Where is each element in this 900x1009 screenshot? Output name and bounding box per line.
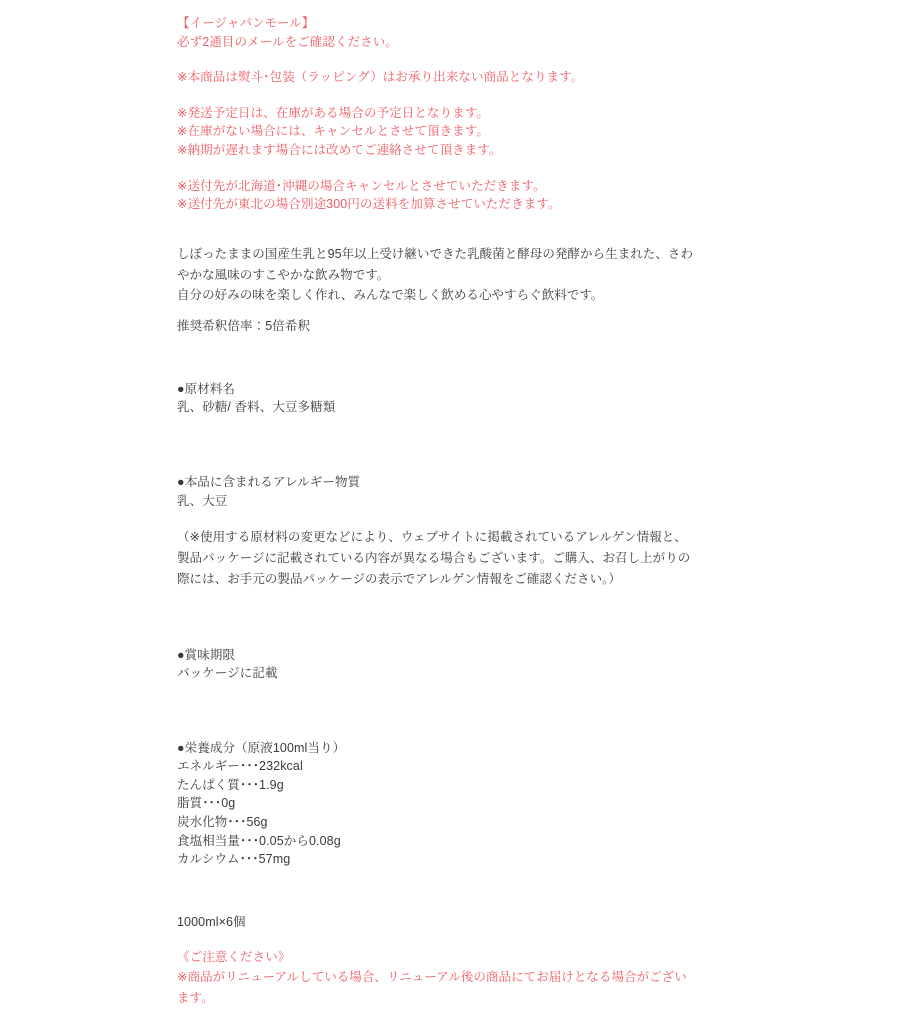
nutrition-row-fat: 脂質･･･0g	[177, 796, 236, 811]
ingredients-heading: ●原材料名	[177, 381, 236, 396]
nutrition-heading: ●栄養成分（原液100ml当り）	[177, 740, 346, 755]
spacer	[177, 336, 693, 380]
shop-notice-line2: 必ず2通目のメールをご確認ください。	[177, 34, 399, 49]
shipping-notice-line1: ※発送予定日は、在庫がある場合の予定日となります。	[177, 105, 489, 120]
nutrition-row-calcium: カルシウム･･･57mg	[177, 852, 291, 867]
allergens-heading: ●本品に含まれるアレルギー物質	[177, 474, 361, 489]
product-description-block	[177, 244, 693, 306]
shipping-notice-block	[177, 104, 693, 160]
nutrition-row-salt: 食塩相当量･･･0.05から0.08g	[177, 833, 341, 848]
description-paragraph-2: 自分の好みの味を楽しく作れ、みんなで楽しく飲める心やすらぐ飲料です。	[177, 288, 604, 303]
allergen-note-block	[177, 527, 693, 589]
nutrition-row-carbohydrate: 炭水化物･･･56g	[177, 815, 268, 830]
spacer	[177, 683, 693, 739]
caution-heading: 《ご注意ください》	[177, 950, 291, 965]
description-paragraph-1: しぼったままの国産生乳と95年以上受け継いできた乳酸菌と酵母の発酵から生まれた、さわやかな風味のすこやかな飲み物です。	[177, 246, 694, 282]
wrapping-notice-line: ※本商品は熨斗･包装（ラッピング）はお承り出来ない商品となります。	[177, 70, 584, 85]
spacer	[177, 51, 693, 68]
spacer	[177, 869, 693, 913]
nutrition-row-protein: たんぱく質･･･1.9g	[177, 777, 284, 792]
spacer	[177, 931, 693, 948]
region-notice-line2: ※送付先が東北の場合別途300円の送料を加算させていただきます。	[177, 197, 561, 212]
ingredients-body: 乳、砂糖/ 香料、大豆多糖類	[177, 400, 336, 415]
volume-block	[177, 913, 693, 932]
spacer	[177, 306, 693, 317]
nutrition-row-energy: エネルギー･･･232kcal	[177, 759, 303, 774]
shop-notice-title: 【イージャパンモール】	[177, 16, 315, 30]
nutrition-block	[177, 739, 693, 869]
spacer	[177, 160, 693, 177]
volume-text: 1000ml×6個	[177, 914, 246, 929]
caution-block	[177, 948, 693, 1008]
shipping-notice-line3: ※納期が遅れます場合には改めてご連絡させて頂きます。	[177, 142, 502, 157]
allergen-note: （※使用する原材料の変更などにより、ウェブサイトに掲載されているアレルゲン情報と、製品パッケージに記載されている内容が異なる場合もございます。ご購入、お召し上がりの際には、お手元の製品パッケージの表示でアレルゲン情報をご確認ください。）	[177, 530, 691, 586]
spacer	[177, 590, 693, 646]
best-before-block	[177, 646, 693, 683]
dilution-ratio: 推奨希釈倍率：5倍希釈	[177, 319, 311, 334]
description-content	[177, 14, 693, 1009]
caution-body: ※商品がリニューアルしている場合、リニューアル後の商品にてお届けとなる場合がございます。	[177, 970, 687, 1005]
region-notice-line1: ※送付先が北海道･沖縄の場合キャンセルとさせていただきます。	[177, 178, 546, 193]
allergens-body: 乳、大豆	[177, 493, 228, 508]
allergens-block	[177, 473, 693, 510]
spacer	[177, 417, 693, 473]
region-notice-block	[177, 177, 693, 214]
spacer	[177, 214, 693, 244]
best-before-body: パッケージに記載	[177, 666, 278, 681]
ingredients-block	[177, 380, 693, 417]
shipping-notice-line2: ※在庫がない場合には、キャンセルとさせて頂きます。	[177, 124, 489, 139]
dilution-block	[177, 317, 693, 336]
spacer	[177, 510, 693, 527]
best-before-heading: ●賞味期限	[177, 647, 236, 662]
wrapping-notice-block	[177, 68, 693, 87]
spacer	[177, 87, 693, 104]
shop-notice-block	[177, 14, 693, 51]
